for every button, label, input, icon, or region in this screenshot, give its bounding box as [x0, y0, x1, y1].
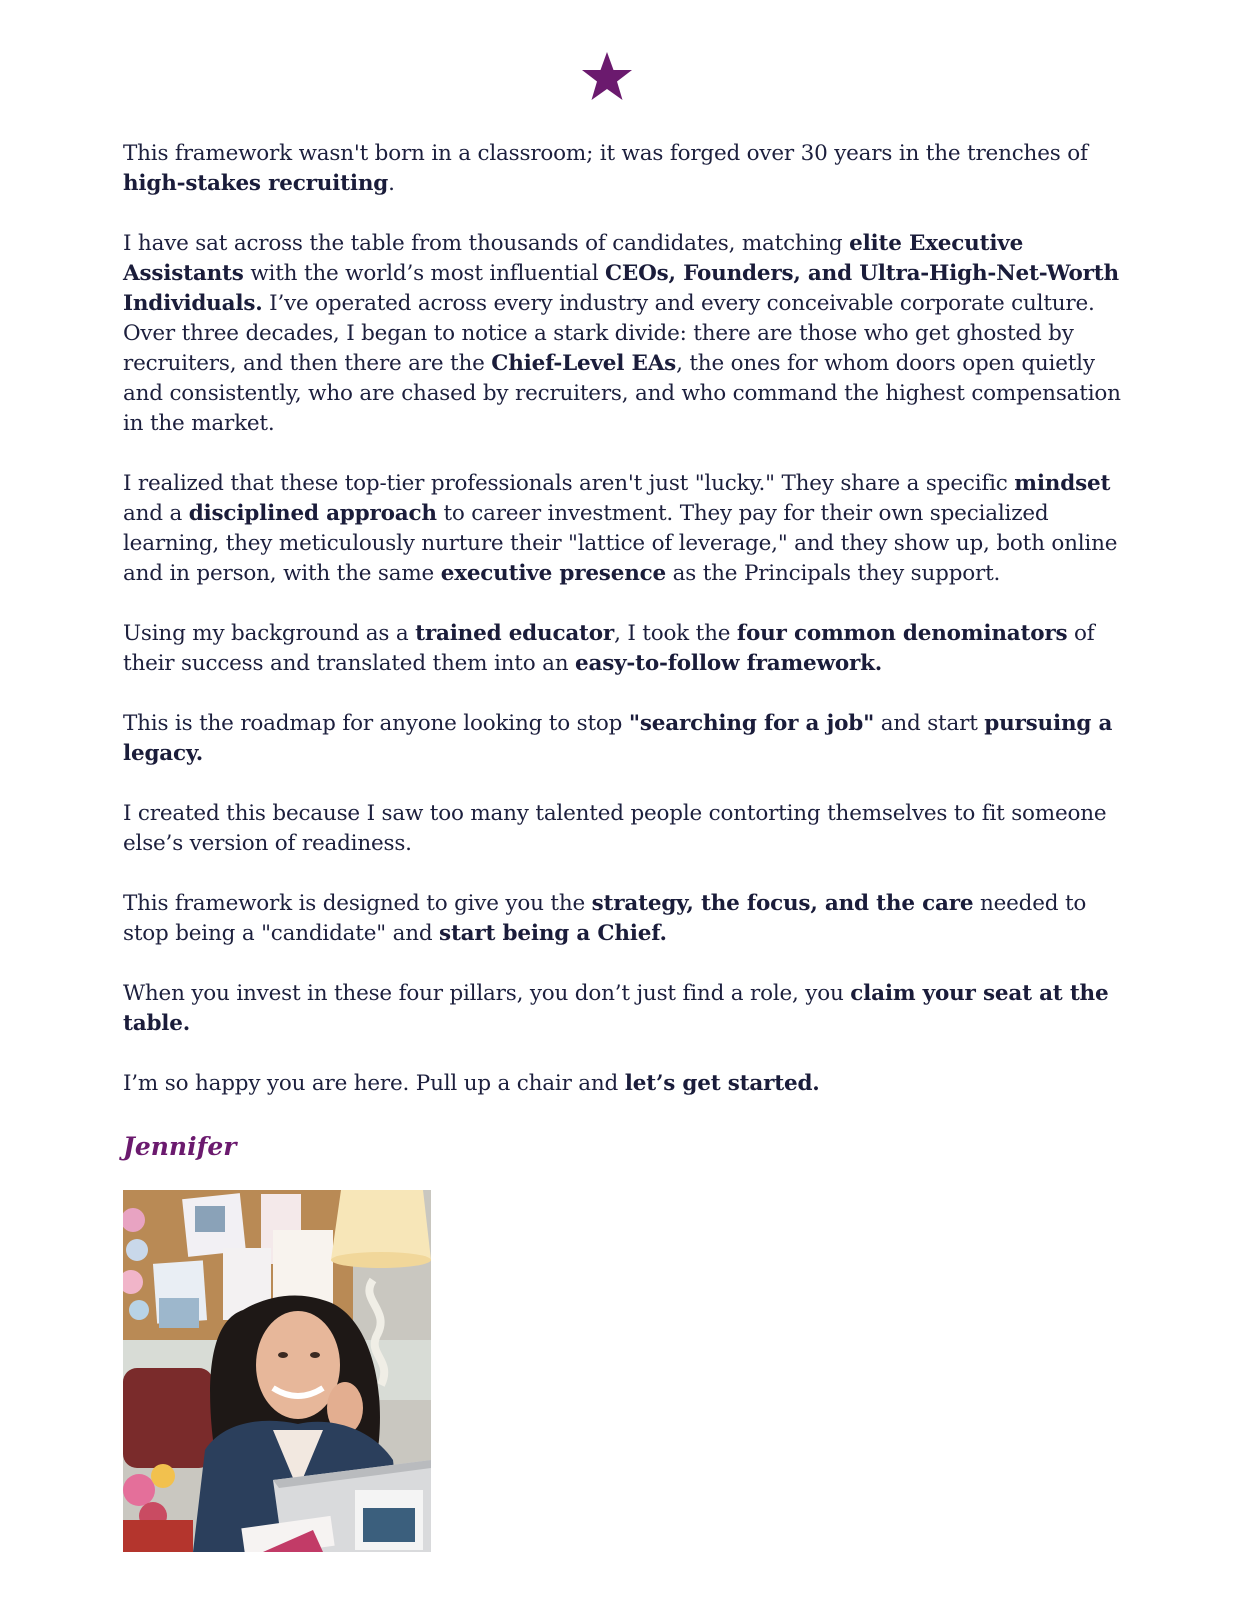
bold-text: trained educator: [415, 621, 615, 646]
letter-body: [123, 139, 1133, 1169]
body-text: as the Principals they support.: [666, 561, 1001, 586]
bold-text: executive presence: [440, 561, 666, 586]
bold-text: CEOs, Founders, and Ultra-High-Net-Worth Individuals.: [123, 261, 1119, 316]
paragraph-9: [123, 1069, 1133, 1099]
bold-text: mindset: [1014, 471, 1111, 496]
body-text: I realized that these top-tier professionals aren't just "lucky." They share a specific: [123, 471, 1015, 496]
paragraph-7: [123, 889, 1133, 949]
paragraph-4: [123, 619, 1133, 679]
body-text: This framework wasn't born in a classroom; it was forged over 30 years in the trenches of: [123, 141, 1088, 166]
bold-text: start being a Chief.: [439, 921, 667, 946]
portrait-photo: [123, 1190, 431, 1552]
body-text: with the world’s most influential: [243, 261, 606, 286]
body-text: Using my background as a: [123, 621, 416, 646]
paragraph-6: [123, 799, 1133, 859]
bold-text: easy-to-follow framework.: [575, 651, 883, 676]
bold-text: Chief-Level EAs: [491, 351, 677, 376]
body-text: .: [388, 171, 395, 196]
body-text: needed to stop being a "candidate" and: [123, 891, 1087, 946]
paragraph-2: [123, 229, 1133, 439]
bold-text: disciplined approach: [188, 501, 437, 526]
bold-text: claim your seat at the table.: [123, 981, 1109, 1036]
body-text: , the ones for whom doors open quietly and consistently, who are chased by recruiters, and who command the highest compensation in the market.: [123, 351, 1121, 436]
body-text: of their success and translated them into an: [123, 621, 1095, 676]
body-text: to career investment. They pay for their own specialized learning, they meticulously nurture their "lattice of leverage," and they show up, both online and in person, with the same: [123, 501, 1118, 586]
body-text: and start: [874, 711, 985, 736]
body-text: and a: [123, 501, 189, 526]
paragraph-5: [123, 709, 1133, 769]
paragraph-8: [123, 979, 1133, 1039]
body-text: I created this because I saw too many talented people contorting themselves to fit someone else’s version of readiness.: [123, 801, 1107, 856]
body-text: I’ve operated across every industry and every conceivable corporate culture. Over three decades, I began to notice a stark divide: there are those who get ghosted by recruiters, and then there are the: [123, 291, 1095, 376]
bold-text: pursuing a legacy.: [123, 711, 1113, 766]
star-icon: [580, 50, 634, 104]
body-text: , I took the: [614, 621, 737, 646]
body-text: When you invest in these four pillars, you don’t just find a role, you: [123, 981, 851, 1006]
paragraph-3: [123, 469, 1133, 589]
body-text: This framework is designed to give you the: [123, 891, 592, 916]
signature: Jennifer: [123, 1132, 237, 1161]
paragraphs: [123, 139, 1133, 1099]
body-text: I’m so happy you are here. Pull up a chair and: [123, 1071, 625, 1096]
paragraph-1: [123, 139, 1133, 199]
bold-text: "searching for a job": [628, 711, 875, 736]
bold-text: let’s get started.: [624, 1071, 820, 1096]
bold-text: high-stakes recruiting: [123, 171, 389, 196]
bold-text: strategy, the focus, and the care: [591, 891, 974, 916]
bold-text: elite Executive Assistants: [123, 231, 1024, 286]
bold-text: four common denominators: [736, 621, 1068, 646]
body-text: I have sat across the table from thousands of candidates, matching: [123, 231, 850, 256]
body-text: This is the roadmap for anyone looking to stop: [123, 711, 629, 736]
